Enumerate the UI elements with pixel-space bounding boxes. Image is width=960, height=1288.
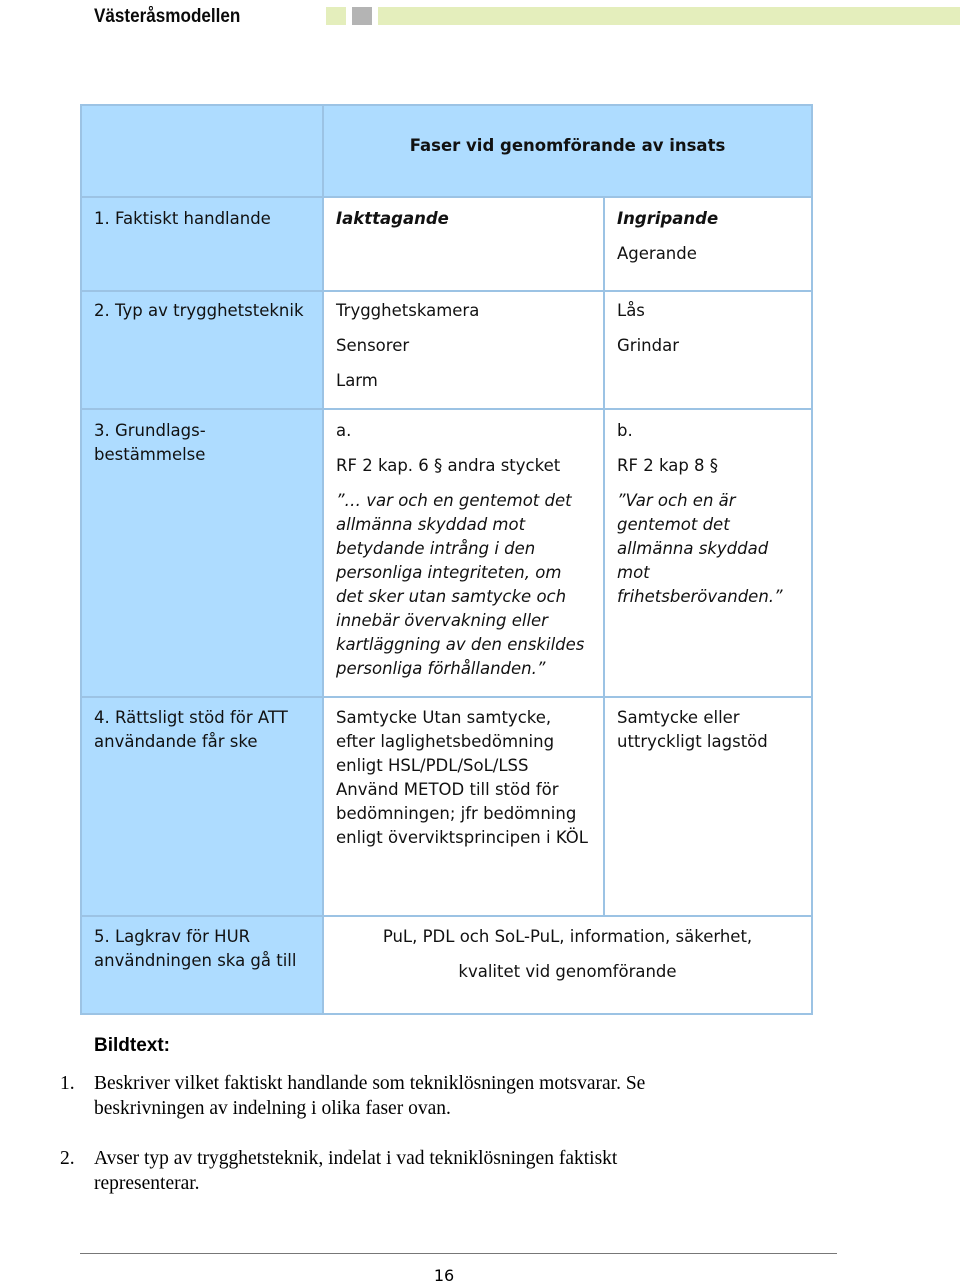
- table-cell: [323, 291, 604, 409]
- cell-text: kvalitet vid genomförande: [458, 962, 677, 981]
- table-row: [81, 916, 812, 1014]
- note-text: Avser typ av trygghetsteknik, indelat i vad tekniklösningen faktiskt representerar.: [94, 1148, 618, 1194]
- document-header-title: Västeråsmodellen: [94, 6, 241, 27]
- table-cell: [323, 197, 604, 291]
- table-cell: [323, 916, 812, 1014]
- cell-text: PuL, PDL och SoL-PuL, information, säkerhet,: [382, 927, 753, 946]
- table-row: [81, 409, 812, 697]
- caption-note: [60, 1146, 720, 1196]
- cell-text: Lås: [617, 301, 645, 320]
- table-cell: Samtycke Utan samtycke, efter laglighetsbedömning enligt HSL/PDL/SoL/LSS Använd METOD till stöd för bedömningen; jfr bedömning enligt överviktsprincipen i KÖL: [323, 697, 604, 916]
- table-row: [81, 697, 812, 916]
- cell-quote: ”… var och en gentemot det allmänna skyddad mot betydande intrång i den personliga integriteten, om det sker utan samtycke och innebär övervakning eller kartläggning av den enskildes personliga förhållanden.”: [336, 491, 585, 678]
- cell-text: a.: [336, 421, 352, 440]
- cell-text: Larm: [336, 371, 378, 390]
- table-cell: [323, 409, 604, 697]
- cell-text: Agerande: [617, 244, 697, 263]
- table-row: [81, 197, 812, 291]
- cell-text: Grindar: [617, 336, 679, 355]
- table-cell: [604, 291, 812, 409]
- cell-text: Ingripande: [617, 209, 719, 228]
- row-label-cell: 4. Rättsligt stöd för ATT användande får ske: [81, 697, 323, 916]
- caption-title: Bildtext:: [94, 1035, 170, 1056]
- cell-quote: ”Var och en är gentemot det allmänna skyddad mot frihetsberövanden.”: [617, 491, 783, 606]
- cell-text: Iakttagande: [336, 209, 449, 228]
- caption-note: [60, 1071, 720, 1121]
- cell-text: Trygghetskamera: [336, 301, 480, 320]
- cell-text: RF 2 kap. 6 § andra stycket: [336, 456, 561, 475]
- phase-header-cell: Faser vid genomförande av insats: [323, 105, 812, 197]
- row-label-cell: 3. Grundlags-bestämmelse: [81, 409, 323, 697]
- header-accent-square: [326, 7, 346, 25]
- cell-text: RF 2 kap 8 §: [617, 456, 719, 475]
- table-cell: [604, 197, 812, 291]
- table-header-row: [81, 105, 812, 197]
- header-gray-square: [352, 7, 372, 25]
- page-number: 16: [433, 1266, 455, 1285]
- table-cell: Samtycke eller uttryckligt lagstöd: [604, 697, 812, 916]
- footer-divider: [80, 1253, 837, 1254]
- table-row: [81, 291, 812, 409]
- row-label-cell: 2. Typ av trygghetsteknik: [81, 291, 323, 409]
- phases-table: [80, 104, 813, 1015]
- header-accent-bar: [378, 7, 960, 25]
- row-label-cell: 5. Lagkrav för HUR användningen ska gå till: [81, 916, 323, 1014]
- note-text: Beskriver vilket faktiskt handlande som tekniklösningen motsvarar. Se beskrivningen av indelning i olika faser ovan.: [94, 1073, 646, 1119]
- table-header-empty-cell: [81, 105, 323, 197]
- cell-text: Sensorer: [336, 336, 410, 355]
- note-number: 1.: [60, 1073, 75, 1094]
- cell-text: b.: [617, 421, 633, 440]
- row-label-cell: 1. Faktiskt handlande: [81, 197, 323, 291]
- table-cell: [604, 409, 812, 697]
- note-number: 2.: [60, 1148, 75, 1169]
